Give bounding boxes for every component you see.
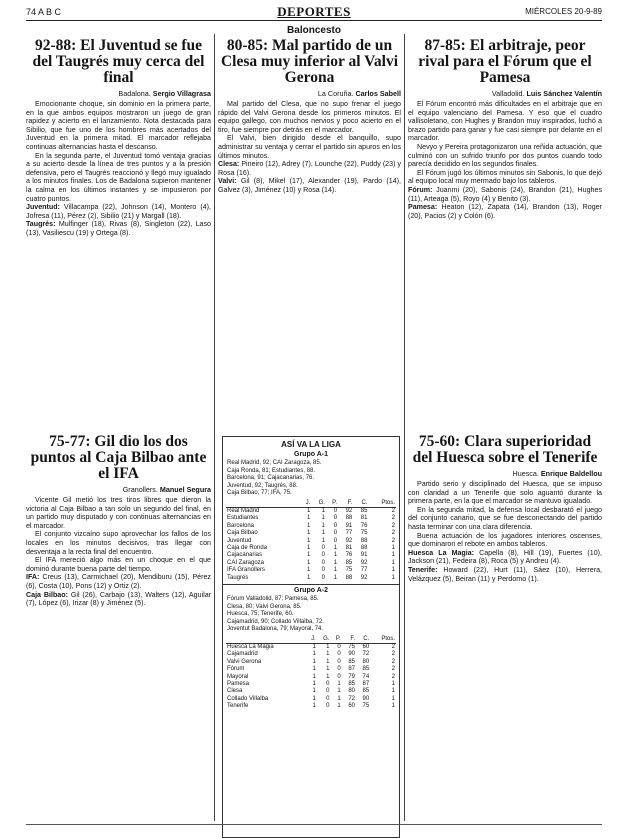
lineup: Clesa: Pineiro (12), Adrey (7), Lounche (22), Puddy (23) y Rosa (16). bbox=[218, 160, 401, 177]
stat-cell: 0 bbox=[333, 530, 338, 537]
paragraph: Emocionante choque, sin dominio en la primera parte, en la que ambos equipos mostraron un juego de gran rapidez y acierto en el lanzamiento. Nota destacada para Sibilio, que fue uno de los hombres más acertados del Juventud en la primera mitad. El marcador reflejaba continuas alternancias hasta el descanso. bbox=[26, 100, 211, 151]
team-name: Cajamadrid bbox=[227, 651, 258, 658]
stat-cell: 1 bbox=[391, 552, 395, 559]
result-line: Caja Ronda, 81; Estudiantes, 88. bbox=[227, 467, 316, 474]
article-forum bbox=[408, 38, 602, 220]
stat-cell: 1 bbox=[306, 522, 311, 529]
stat-cell: 0 bbox=[321, 559, 325, 566]
standings-table bbox=[226, 500, 396, 582]
table-row bbox=[226, 681, 396, 688]
stat-cell: 75 bbox=[360, 530, 368, 537]
table-row bbox=[226, 530, 396, 537]
table-row bbox=[226, 560, 396, 567]
stat-cell: 76 bbox=[345, 552, 353, 559]
table-row bbox=[226, 644, 396, 652]
stat-cell: 85 bbox=[360, 507, 368, 514]
stat-cell: 1 bbox=[306, 552, 311, 559]
stat-cell: 77 bbox=[345, 530, 353, 537]
column-header: C. bbox=[356, 636, 370, 644]
stat-cell: 0 bbox=[333, 537, 338, 544]
column-header: F. bbox=[338, 500, 353, 508]
paragraph: Partido serio y disciplinado del Huesca, que se impuso con claridad a un Tenerife que solo aguantó durante la primera parte, en la que el marcador se mantuvo igualado. bbox=[408, 480, 602, 506]
paragraph: El Valvi, bien dirigido desde el banquillo, supo administrar su ventaja y cerrar el partido sin apuros en los últimos minutos. bbox=[218, 134, 401, 160]
stat-cell: 0 bbox=[337, 666, 341, 673]
stat-cell: 2 bbox=[391, 651, 395, 658]
team-name: IFA Granollers bbox=[227, 567, 266, 574]
stat-cell: 1 bbox=[391, 545, 395, 551]
stat-cell: 1 bbox=[326, 651, 330, 658]
column-header: Ptos. bbox=[368, 500, 396, 508]
table-row bbox=[226, 575, 396, 582]
results-list bbox=[227, 596, 395, 634]
stat-cell: 1 bbox=[333, 545, 338, 551]
byline: La Coruña. Carlos Sabell bbox=[317, 89, 401, 98]
results-list bbox=[227, 460, 395, 498]
paragraph: Nevyo y Pereira protagonizaron una reñida actuación, que culminó con un sufrido triunfo por dos puntos cuando todo parecía decidido en los segundos finales. bbox=[408, 142, 602, 169]
stat-cell: 1 bbox=[312, 651, 316, 658]
page-header bbox=[26, 4, 602, 36]
table-row bbox=[226, 507, 396, 515]
article-clesa bbox=[218, 38, 401, 195]
stat-cell: 0 bbox=[337, 651, 341, 658]
stat-cell: 1 bbox=[306, 530, 311, 537]
table-row bbox=[226, 567, 396, 574]
stat-cell: 85 bbox=[345, 559, 353, 566]
result-line: Real Madrid, 92; CAI Zaragoza, 85. bbox=[227, 460, 322, 466]
column-header: G. bbox=[311, 500, 326, 508]
table-row bbox=[226, 666, 396, 673]
stat-cell: 72 bbox=[348, 695, 355, 702]
stat-cell: 1 bbox=[312, 658, 316, 665]
result-line: Caja Bilbao, 77; IFA, 75. bbox=[227, 490, 292, 497]
stat-cell: 92 bbox=[360, 559, 368, 566]
section-title: DEPORTES bbox=[277, 4, 351, 19]
table-row bbox=[226, 538, 396, 545]
stat-cell: 0 bbox=[321, 574, 325, 581]
stat-cell: 0 bbox=[326, 681, 330, 688]
paragraph: Buena actuación de los jugadores interiores oscenses, que dominaron el rebote en ambos tableros. bbox=[408, 531, 602, 549]
team-name: Clesa bbox=[227, 688, 243, 695]
lineup: Taugrés: Mulfinger (18), Rivas (8), Singleton (22), Laso (13), Vasiliescu (19) y Ortega (8). bbox=[26, 220, 211, 237]
column-header: J. bbox=[300, 500, 312, 508]
stat-cell: 1 bbox=[326, 673, 330, 680]
lineup: Valvi: Gil (8), Mikel (17), Alexander (19), Pardo (14), Galvez (3), Jiménez (10) y Rosa (14). bbox=[218, 177, 401, 194]
result-line: Joventut Badalona, 79; Mayoral, 74. bbox=[227, 626, 324, 633]
stat-cell: 92 bbox=[345, 537, 353, 544]
team-name: Mayoral bbox=[227, 673, 249, 680]
stat-cell: 1 bbox=[326, 644, 330, 650]
standings-table bbox=[226, 636, 396, 711]
stat-cell: 60 bbox=[348, 703, 355, 710]
result-line: Fórum Valladolid, 87; Pamesa, 85. bbox=[227, 596, 319, 603]
stat-cell: 1 bbox=[306, 507, 311, 514]
table-row bbox=[226, 674, 396, 681]
stat-cell: 1 bbox=[321, 507, 325, 514]
stat-cell: 88 bbox=[360, 537, 368, 544]
stat-cell: 1 bbox=[391, 695, 395, 702]
stat-cell: 92 bbox=[345, 507, 353, 514]
stat-cell: 77 bbox=[360, 567, 368, 574]
standings-title: ASÍ VA LA LIGA bbox=[281, 440, 341, 449]
stat-cell: 1 bbox=[391, 681, 395, 688]
stat-cell: 1 bbox=[312, 666, 316, 673]
team-name: Caja Bilbao bbox=[227, 530, 258, 537]
team-name: Pamesa bbox=[227, 681, 250, 688]
result-line: Juventud, 92; Taugrés, 88. bbox=[227, 482, 298, 489]
column-header bbox=[226, 636, 306, 644]
stat-cell: 87 bbox=[362, 681, 370, 688]
team-name: CAI Zaragoza bbox=[227, 559, 265, 566]
stat-cell: 87 bbox=[348, 666, 355, 673]
stat-cell: 1 bbox=[306, 545, 311, 551]
stat-cell: 1 bbox=[321, 522, 325, 529]
column-divider bbox=[214, 34, 215, 821]
stat-cell: 1 bbox=[337, 681, 341, 688]
article-huesca bbox=[408, 434, 602, 583]
stat-cell: 2 bbox=[391, 507, 395, 514]
page-number: 74 A B C bbox=[26, 7, 62, 17]
stat-cell: 60 bbox=[362, 644, 370, 650]
team-name: Tenerife bbox=[227, 703, 249, 710]
issue-date: MIÉRCOLES 20-9-89 bbox=[525, 7, 602, 16]
stat-cell: 91 bbox=[360, 552, 368, 559]
lineup: Juventud: Villacampa (22), Johnson (14), Montero (4), Jofresa (11), Pérez (2), Sibilio (21) y Margall (18). bbox=[26, 203, 211, 220]
team-name: Juventud bbox=[227, 537, 252, 544]
stat-cell: 80 bbox=[348, 688, 355, 695]
stat-cell: 1 bbox=[391, 567, 395, 574]
team-name: Huesca La Magia bbox=[227, 644, 274, 650]
stat-cell: 0 bbox=[333, 522, 338, 529]
stat-cell: 0 bbox=[321, 567, 325, 574]
group-title: Grupo A-1 bbox=[294, 451, 328, 458]
subsection-title: Baloncesto bbox=[287, 25, 341, 36]
stat-cell: 1 bbox=[333, 552, 338, 559]
article-juventud bbox=[26, 38, 211, 238]
stat-cell: 0 bbox=[326, 688, 330, 695]
stat-cell: 92 bbox=[360, 574, 368, 581]
stat-cell: 0 bbox=[337, 673, 341, 680]
team-name: Fórum bbox=[227, 666, 245, 673]
stat-cell: 88 bbox=[345, 574, 353, 581]
stat-cell: 90 bbox=[362, 695, 370, 702]
lineup: Pamesa: Heaton (12), Zapata (14), Brandon (13), Roger (20), Pacios (2) y Colón (6). bbox=[408, 203, 602, 220]
stat-cell: 1 bbox=[312, 681, 316, 688]
table-row bbox=[226, 552, 396, 559]
stat-cell: 0 bbox=[337, 658, 341, 665]
table-row bbox=[226, 545, 396, 552]
stat-cell: 91 bbox=[345, 522, 353, 529]
team-name: Real Madrid bbox=[227, 507, 260, 514]
lineup: Huesca La Magia: Capella (8), Hill (19), Fuertes (10), Jackson (21), Fedeira (8), Roca (5) y Andreu (4). bbox=[408, 548, 602, 566]
stat-cell: 1 bbox=[391, 574, 395, 581]
team-name: Taugrés bbox=[227, 574, 249, 581]
column-header: C. bbox=[353, 500, 368, 508]
stat-cell: 90 bbox=[348, 651, 355, 658]
stat-cell: 76 bbox=[360, 522, 368, 529]
stat-cell: 1 bbox=[333, 567, 338, 574]
stat-cell: 1 bbox=[333, 574, 338, 581]
stat-cell: 1 bbox=[391, 703, 395, 710]
stat-cell: 2 bbox=[391, 666, 395, 673]
stat-cell: 2 bbox=[391, 644, 395, 650]
stat-cell: 1 bbox=[337, 703, 341, 710]
stat-cell: 85 bbox=[348, 658, 355, 665]
column-header: P. bbox=[326, 500, 338, 508]
stat-cell: 1 bbox=[326, 658, 330, 665]
table-row bbox=[226, 659, 396, 666]
column-header: P. bbox=[330, 636, 341, 644]
stat-cell: 1 bbox=[306, 559, 311, 566]
stat-cell: 74 bbox=[362, 673, 370, 680]
group-title: Grupo A-2 bbox=[294, 587, 328, 595]
stat-cell: 85 bbox=[362, 666, 370, 673]
stat-cell: 1 bbox=[321, 537, 325, 544]
column-divider bbox=[404, 34, 405, 821]
stat-cell: 2 bbox=[391, 658, 395, 665]
stat-cell: 2 bbox=[391, 673, 395, 680]
stat-cell: 88 bbox=[345, 515, 353, 522]
team-name: Collado Villalba bbox=[227, 695, 269, 702]
stat-cell: 85 bbox=[362, 688, 370, 695]
stat-cell: 1 bbox=[321, 515, 325, 522]
stat-cell: 0 bbox=[326, 703, 330, 710]
stat-cell: 1 bbox=[312, 695, 316, 702]
footer-rule bbox=[26, 824, 602, 825]
stat-cell: 1 bbox=[337, 695, 341, 702]
stat-cell: 0 bbox=[337, 644, 341, 650]
paragraph: En la segunda parte, el Juventud tomó ventaja gracias a su acierto desde la línea de tres puntos y a la presión defensiva, pero el Taugrés reaccionó y llegó muy igualado a los minutos finales. Los de Badalona supieron mantener la calma en los últimos instantes y se impusieron por cuatro puntos. bbox=[26, 151, 211, 203]
stat-cell: 2 bbox=[391, 522, 395, 529]
stat-cell: 2 bbox=[391, 530, 395, 537]
stat-cell: 81 bbox=[345, 545, 353, 551]
header-rule bbox=[26, 20, 602, 21]
table-row bbox=[226, 515, 396, 522]
stat-cell: 1 bbox=[326, 666, 330, 673]
stat-cell: 1 bbox=[306, 567, 311, 574]
team-name: Caja de Ronda bbox=[227, 545, 268, 551]
stat-cell: 1 bbox=[391, 559, 395, 566]
stat-cell: 75 bbox=[348, 644, 355, 650]
stat-cell: 79 bbox=[348, 673, 355, 680]
stat-cell: 1 bbox=[312, 688, 316, 695]
byline: Granollers. Manuel Segura bbox=[122, 485, 211, 494]
table-row bbox=[226, 523, 396, 530]
lineup: IFA: Creus (13), Carmichael (20), Mendiburu (15), Pérez (6), Costa (10), Pons (12) y Ortiz (2). bbox=[26, 573, 211, 590]
stat-cell: 81 bbox=[360, 515, 368, 522]
table-row bbox=[226, 703, 396, 710]
byline: Huesca. Enrique Baldellou bbox=[512, 469, 602, 478]
article-title: 75-77: Gil dio los dos puntos al Caja Bilbao ante el IFA bbox=[30, 434, 207, 482]
stat-cell: 1 bbox=[337, 688, 341, 695]
result-line: Clesa, 80; Valvi Gerona, 85. bbox=[227, 603, 302, 610]
stat-cell: 1 bbox=[312, 644, 316, 650]
paragraph: Vicente Gil metió los tres tiros libres que dieron la victoria al Caja Bilbao a tan solo un segundo del final, en un partido muy disputado y con continuas alternancias en el marcador. bbox=[26, 496, 211, 530]
team-name: Cajacanarias bbox=[227, 552, 263, 559]
stat-cell: 88 bbox=[360, 545, 368, 551]
table-row bbox=[226, 688, 396, 695]
stat-cell: 0 bbox=[333, 507, 338, 514]
stat-cell: 1 bbox=[312, 703, 316, 710]
column-header: J. bbox=[306, 636, 317, 644]
lineup: Fórum: Juanmi (20), Sabonis (24), Brandon (21), Hughes (11), Arteaga (5), Royo (4) y Benito (3). bbox=[408, 185, 602, 203]
article-title: 75-60: Clara superioridad del Huesca sobre el Tenerife bbox=[412, 434, 598, 466]
league-standings-box bbox=[222, 436, 400, 838]
stat-cell: 1 bbox=[306, 537, 311, 544]
article-title: 87-85: El arbitraje, peor rival para el Fórum que el Pamesa bbox=[418, 38, 592, 86]
lineup: Tenerife: Howard (22), Hurt (11), Sáez (10), Herrera, Velázquez (5), Beiran (11) y Perdomo (1). bbox=[408, 565, 602, 583]
column-header: F. bbox=[342, 636, 356, 644]
byline: Badalona. Sergio Villagrasa bbox=[118, 89, 211, 98]
stat-cell: 1 bbox=[333, 559, 338, 566]
stat-cell: 1 bbox=[321, 530, 325, 537]
stat-cell: 0 bbox=[333, 515, 338, 522]
article-caja-bilbao bbox=[26, 434, 211, 608]
stat-cell: 85 bbox=[348, 681, 355, 688]
result-line: Cajamadrid, 90; Collado Villalba, 72. bbox=[227, 618, 324, 625]
result-line: Huesca, 75; Tenerife, 60. bbox=[227, 611, 294, 618]
stat-cell: 0 bbox=[321, 545, 325, 551]
stat-cell: 1 bbox=[306, 574, 311, 581]
stat-cell: 1 bbox=[391, 688, 395, 695]
stat-cell: 80 bbox=[362, 658, 370, 665]
article-title: 92-88: El Juventud se fue del Taugrés muy cerca del final bbox=[32, 38, 205, 86]
stat-cell: 1 bbox=[312, 673, 316, 680]
stat-cell: 2 bbox=[391, 515, 395, 522]
paragraph: El IFA mereció algo más en un choque en el que dominó durante buena parte del tiempo. bbox=[26, 556, 211, 573]
column-header: Ptos. bbox=[370, 636, 396, 644]
stat-cell: 75 bbox=[345, 567, 353, 574]
table-row bbox=[226, 696, 396, 703]
paragraph: El Fórum jugó los últimos minutos sin Sabonis, lo que dejó al equipo local muy mermado bajo los tableros. bbox=[408, 168, 602, 186]
column-header: G. bbox=[317, 636, 331, 644]
column-header bbox=[226, 500, 300, 508]
article-title: 80-85: Mal partido de un Clesa muy inferior al Valvi Gerona bbox=[220, 38, 399, 86]
paragraph: El Fórum encontró más dificultades en el arbitraje que en el equipo valenciano del Pamesa. Y eso que el cuadro vallisoletano, con Hughes y Brandon muy inspirados, luchó a brazo partido para ganar y fue casi siempre por delante en el marcador. bbox=[408, 100, 602, 143]
stat-cell: 0 bbox=[321, 552, 325, 559]
stat-cell: 2 bbox=[391, 537, 395, 544]
stat-cell: 75 bbox=[362, 703, 370, 710]
stat-cell: 1 bbox=[306, 515, 311, 522]
stat-cell: 0 bbox=[326, 695, 330, 702]
table-row bbox=[226, 651, 396, 658]
team-name: Estudiantes bbox=[227, 515, 259, 522]
byline: Valladolid. Luis Sánchez Valentín bbox=[491, 89, 602, 98]
team-name: Valvi Gerona bbox=[227, 658, 262, 665]
paragraph: Mal partido del Clesa, que no supo frenar el juego rápido del Valvi Gerona desde los primeros minutos. El equipo gallego, con muchos nervios y poco acierto en el tiro, fue siempre por detrás en el marcador. bbox=[218, 100, 401, 134]
paragraph: El conjunto vizcaíno supo aprovechar los fallos de los locales en los minutos decisivos, tras llegar con desventaja a la recta final del encuentro. bbox=[26, 530, 211, 556]
team-name: Barcelona bbox=[227, 522, 255, 529]
lineup: Caja Bilbao: Gil (26), Carbajo (13), Walters (12), Aguilar (7), López (6), Irizar (8) y Jiménez (5). bbox=[26, 590, 211, 608]
result-line: Barcelona, 91; Cajacanarias, 76. bbox=[227, 475, 315, 482]
paragraph: En la segunda mitad, la defensa local desbarató el juego del conjunto canario, que se fue desconectando del partido hasta terminar con una clara diferencia. bbox=[408, 505, 602, 531]
stat-cell: 72 bbox=[362, 651, 370, 658]
